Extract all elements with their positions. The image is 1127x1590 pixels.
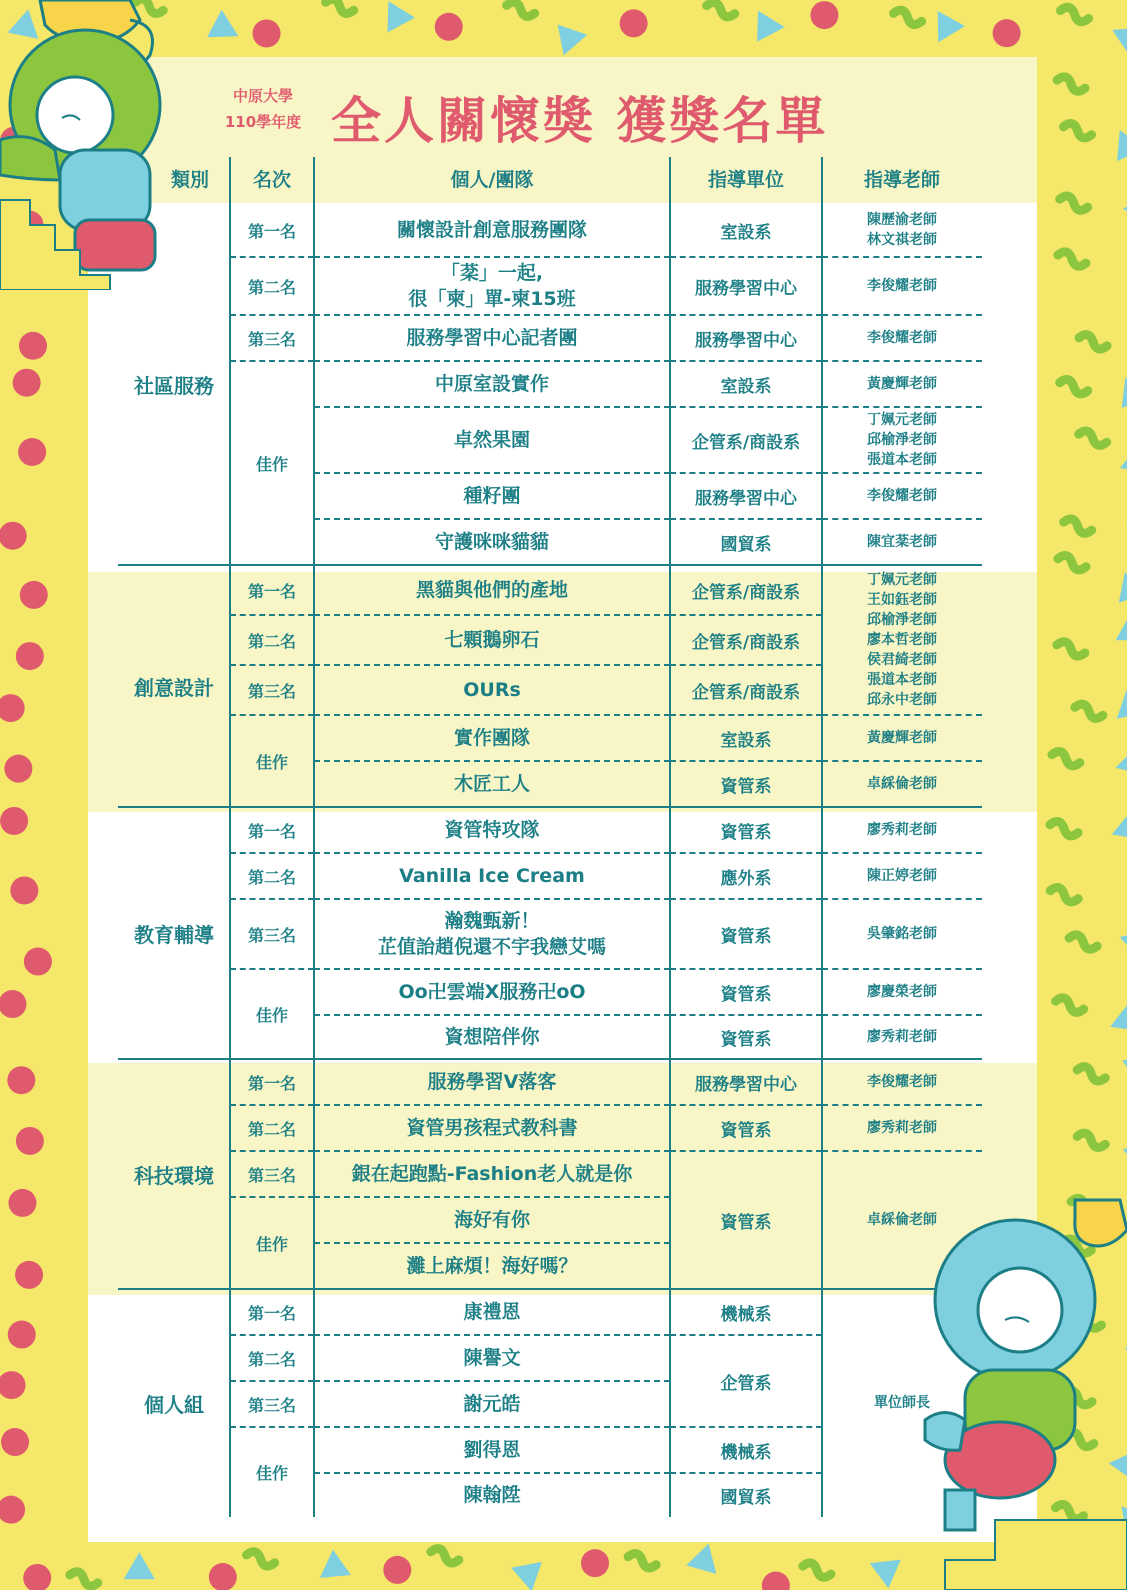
rank-label: 第二名 [247,1119,296,1139]
team-name: 服務學習中心記者團 [406,327,578,349]
confetti-dot [0,807,28,835]
team-name: 黑貓與他們的產地 [415,579,568,601]
confetti-dot [10,876,38,904]
confetti-dot [993,19,1021,47]
confetti-squiggle [1050,822,1078,836]
confetti-squiggle [1060,380,1088,394]
department: 機械系 [720,1304,772,1325]
rank-label: 第二名 [247,1349,296,1369]
teacher-names-shared: 丁姵元老師 王如鈺老師 邱榆淨老師 廖本哲老師 侯君綺老師 張道本老師 邱永中老師 [867,572,937,708]
team-name: 陳譽文 [463,1347,521,1369]
confetti-dot [7,1066,35,1094]
confetti-triangle [1112,810,1127,839]
rank-label-merit: 佳作 [255,454,288,474]
confetti-triangle [388,1,415,32]
department-merged: 企管系 [720,1373,772,1394]
confetti-dot [0,522,27,550]
confetti-dot [19,332,47,360]
confetti-squiggle [1075,704,1103,718]
teacher-name: 廖秀莉老師 [867,822,937,838]
confetti-dot [4,755,32,783]
team-name: 灘上麻煩！海好嗎？ [406,1255,578,1277]
department: 資管系 [720,1120,772,1141]
confetti-dot [24,948,52,976]
confetti-triangle [1116,746,1127,776]
confetti-squiggle [507,2,535,16]
confetti-squiggle [1057,642,1085,656]
confetti-dot [0,694,25,722]
confetti-squiggle [707,2,735,16]
confetti-squiggle [894,10,922,24]
teacher-name: 李俊耀老師 [867,278,937,294]
teacher-name: 陳歷渝老師 林文祺老師 [867,212,937,248]
rank-label: 第三名 [247,1395,296,1415]
rank-label: 第三名 [247,681,296,701]
rank-label-merit: 佳作 [255,752,288,772]
confetti-triangle [1122,1057,1127,1086]
organization-label [188,83,338,135]
confetti-dot [18,438,46,466]
teacher-name: 廖秀莉老師 [867,1029,937,1045]
category-label: 創意設計 [134,675,214,700]
team-name: 銀在起跑點-Fashion老人就是你 [351,1163,633,1185]
category-label: 社區服務 [134,373,214,398]
confetti-squiggle [1056,998,1084,1012]
confetti-triangle [124,1552,155,1579]
rank-label: 第二名 [247,277,296,297]
confetti-squiggle [326,0,354,13]
award-list-sheet [88,57,1037,1542]
team-name: 康禮恩 [463,1301,521,1323]
teacher-name: 李俊耀老師 [867,330,937,346]
teacher-name: 李俊耀老師 [867,1074,937,1090]
confetti-squiggle [1079,335,1107,349]
rank-label: 第一名 [247,221,296,241]
confetti-squiggle [431,1549,459,1563]
confetti-triangle [1120,444,1127,473]
confetti-triangle [1122,377,1127,408]
confetti-triangle [1116,613,1127,640]
confetti-dot [20,581,48,609]
teacher-name: 黃慶輝老師 [867,376,937,392]
confetti-triangle [938,11,965,42]
confetti-triangle [1117,130,1127,161]
column-header-category: 類別 [170,169,209,191]
teacher-name: 廖秀莉老師 [867,1120,937,1136]
confetti-squiggle [1058,556,1086,570]
rank-label: 第三名 [247,329,296,349]
confetti-squiggle [1052,751,1080,765]
confetti-squiggle [1050,887,1078,901]
team-name: 實作團隊 [453,727,530,749]
confetti-triangle [757,11,785,42]
rank-label: 第二名 [247,867,296,887]
column-divider [669,157,671,203]
column-header-team: 個人/團隊 [450,169,534,191]
blue-mascot-illustration [905,1190,1127,1590]
confetti-dot [13,369,41,397]
column-divider [229,157,231,203]
confetti-squiggle [628,1553,656,1567]
confetti-triangle [1119,572,1127,603]
team-name: 關懷設計創意服務團隊 [396,219,587,241]
teacher-name: 陳正婷老師 [867,868,937,884]
confetti-triangle [870,1560,901,1589]
department: 資管系 [720,984,772,1005]
department: 服務學習中心 [695,278,797,299]
confetti-dot [620,9,648,37]
rank-label: 第一名 [247,1073,296,1093]
team-name: 瀚魏甄新！ 芷值詒趙倪還不宇我戀艾嗎 [377,910,606,958]
confetti-triangle [1120,930,1127,960]
team-name: 謝元皓 [463,1393,521,1415]
teacher-name: 李俊耀老師 [867,488,937,504]
rank-label: 第一名 [247,1303,296,1323]
confetti-triangle [686,1544,716,1574]
university-name: 中原大學 [232,87,293,105]
department: 國貿系 [720,534,772,555]
department: 服務學習中心 [695,1074,797,1095]
confetti-triangle [1112,28,1127,56]
column-header-teacher: 指導老師 [863,169,940,191]
teacher-name: 丁姵元老師 邱榆淨老師 張道本老師 [867,412,937,468]
confetti-dot [383,1556,411,1584]
team-name: 資想陪伴你 [444,1026,540,1048]
department: 資管系 [720,822,772,843]
team-name: Vanilla Ice Cream [399,865,585,887]
team-name: 卓然果園 [453,429,530,451]
department: 資管系 [720,1029,772,1050]
team-name: 七顆鵝卵石 [444,629,540,651]
confetti-dot [435,13,463,41]
team-name: OURs [463,679,521,701]
department: 企管系/商設系 [691,682,801,703]
category-label: 教育輔導 [134,922,214,947]
confetti-dot [8,1321,36,1349]
teacher-name-merged: 單位師長 [874,1395,930,1411]
teacher-name: 陳宜棻老師 [867,534,937,550]
confetti-dot [16,1127,44,1155]
confetti-dot [8,1189,36,1217]
confetti-triangle [1110,1002,1127,1031]
rank-label-merit: 佳作 [255,1234,288,1254]
confetti-dot [810,1,838,29]
department: 室設系 [720,730,772,751]
confetti-squiggle [1077,1133,1105,1147]
column-header-rank: 名次 [252,169,291,191]
team-name: 服務學習V落客 [427,1071,557,1093]
confetti-squiggle [70,1572,98,1586]
column-divider [821,157,823,203]
department: 室設系 [720,376,772,397]
confetti-dot [16,642,44,670]
confetti-squiggle [247,1552,275,1566]
confetti-triangle [511,1562,542,1590]
department: 資管系 [720,926,772,947]
team-name: 陳翰陞 [463,1484,521,1506]
teacher-name: 吳肇銘老師 [867,926,937,942]
rank-label: 第一名 [247,821,296,841]
teacher-name: 黃慶輝老師 [867,730,937,746]
confetti-dot [762,1572,790,1590]
confetti-dot [23,1564,51,1590]
confetti-squiggle [1057,77,1085,91]
team-name: 「棻」一起, 很「柬」單-柬15班 [408,262,576,310]
department: 室設系 [720,222,772,243]
confetti-squiggle [1060,196,1088,210]
confetti-dot [0,990,26,1018]
confetti-dot [581,1549,609,1577]
confetti-squiggle [1079,431,1107,445]
department: 服務學習中心 [695,488,797,509]
confetti-squiggle [1061,7,1089,21]
confetti-squiggle [1058,252,1086,266]
category-label: 個人組 [144,1392,204,1417]
rank-label-merit: 佳作 [255,1005,288,1025]
confetti-triangle [558,25,588,56]
team-name: 木匠工人 [453,773,530,795]
department: 國貿系 [720,1487,772,1508]
department: 服務學習中心 [695,330,797,351]
department: 企管系/商設系 [691,582,801,603]
rank-label-merit: 佳作 [255,1463,288,1483]
confetti-dot [0,1371,26,1399]
rank-label: 第三名 [247,1165,296,1185]
confetti-dot [15,1261,43,1289]
rank-label: 第三名 [247,925,296,945]
green-mascot-illustration [0,0,190,290]
teacher-name: 卓綵倫老師 [867,776,937,792]
page-title: 全人關懷獎 獲獎名單 [331,92,829,150]
confetti-dot [209,1563,237,1590]
confetti-squiggle [1064,519,1092,533]
teacher-name-merged: 卓綵倫老師 [867,1212,937,1228]
team-name: 中原室設實作 [434,373,549,395]
department: 資管系 [720,776,772,797]
team-name: 資管特攻隊 [444,819,540,841]
confetti-squiggle [1077,1067,1105,1081]
department: 機械系 [720,1442,772,1463]
column-header-unit: 指導單位 [707,169,784,191]
teacher-name: 廖慶榮老師 [867,984,937,1000]
department-merged: 資管系 [720,1212,772,1233]
confetti-squiggle [1064,124,1092,138]
confetti-triangle [1117,689,1127,719]
category-label: 科技環境 [134,1163,214,1188]
confetti-dot [1,1428,29,1456]
team-name: 種籽團 [463,485,521,507]
confetti-squiggle [1069,935,1097,949]
confetti-dot [0,1496,25,1524]
column-divider [313,157,315,203]
confetti-triangle [1123,1143,1127,1173]
department: 應外系 [720,868,772,889]
confetti-squiggle [803,1563,831,1577]
team-name: 海好有你 [453,1209,530,1231]
rank-label: 第二名 [247,631,296,651]
team-name: 劉得恩 [463,1439,521,1461]
confetti-triangle [207,10,238,38]
academic-year: 110學年度 [224,113,302,131]
confetti-triangle [320,1550,351,1578]
team-name: 資管男孩程式教科書 [406,1117,578,1139]
team-name: Oo卍雲端X服務卍oO [398,981,586,1003]
confetti-dot [253,19,281,47]
department: 企管系/商設系 [691,432,801,453]
team-name: 守護咪咪貓貓 [434,531,549,553]
confetti-triangle [1123,194,1127,225]
rank-label: 第一名 [247,581,296,601]
department: 企管系/商設系 [691,632,801,653]
